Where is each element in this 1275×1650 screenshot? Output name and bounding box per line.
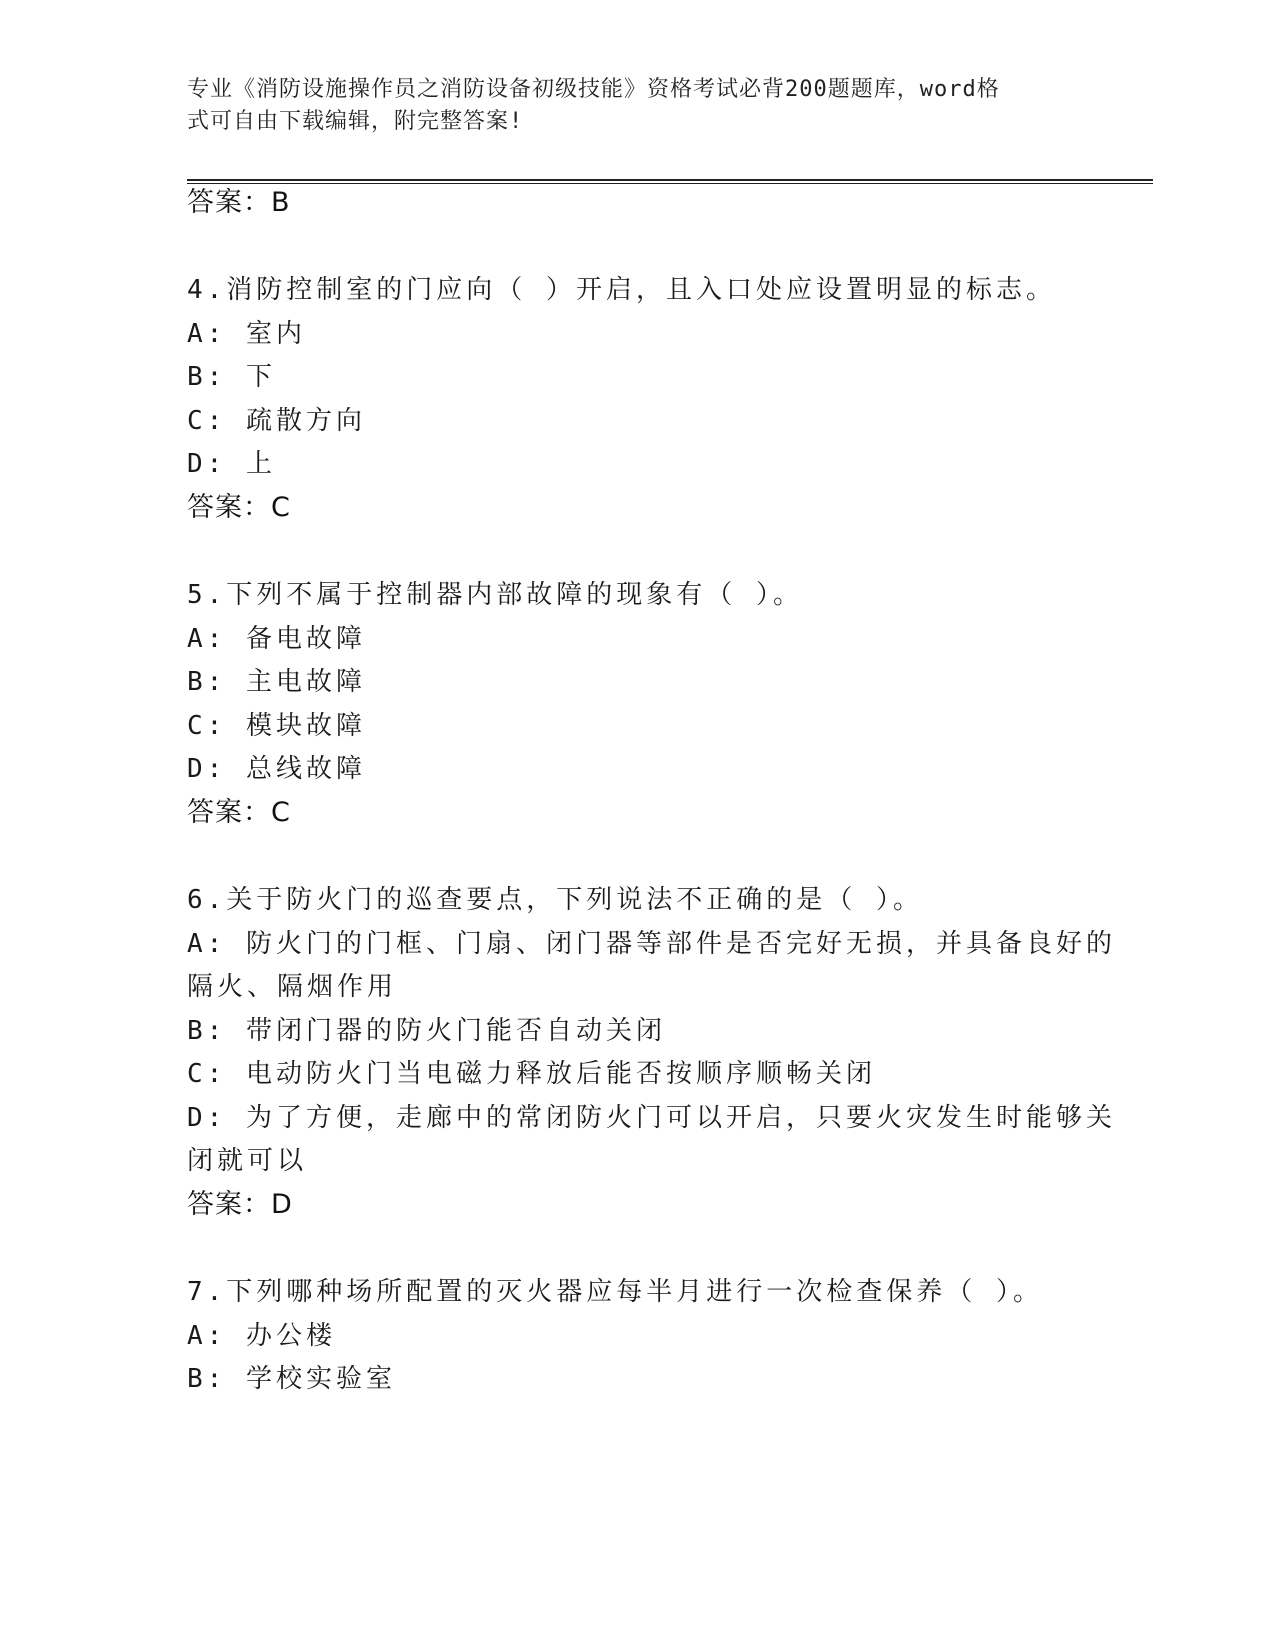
question-7-option-b: B: 学校实验室 bbox=[187, 1364, 396, 1394]
header-divider bbox=[187, 179, 1153, 184]
question-6-option-a-continued: 隔火、隔烟作用 bbox=[187, 972, 398, 1002]
question-4-stem: 4.消防控制室的门应向（ ）开启，且入口处应设置明显的标志。 bbox=[187, 275, 1056, 305]
header-line-1: 专业《消防设施操作员之消防设备初级技能》资格考试必背200题题库，word格 bbox=[187, 77, 1000, 102]
question-6-option-d: D: 为了方便，走廊中的常闭防火门可以开启，只要火灾发生时能够关 bbox=[187, 1103, 1116, 1133]
question-4-answer: 答案：C bbox=[187, 492, 291, 523]
document-header bbox=[187, 74, 1067, 138]
question-4-option-d: D: 上 bbox=[187, 449, 276, 479]
question-4-option-a: A: 室内 bbox=[187, 319, 306, 349]
question-5-option-b: B: 主电故障 bbox=[187, 667, 366, 697]
question-5-option-c: C: 模块故障 bbox=[187, 711, 366, 741]
question-5-option-d: D: 总线故障 bbox=[187, 754, 366, 784]
header-line-2: 式可自由下载编辑，附完整答案! bbox=[187, 109, 524, 134]
question-7-option-a: A: 办公楼 bbox=[187, 1321, 336, 1351]
question-5-answer: 答案：C bbox=[187, 797, 291, 828]
question-4-option-c: C: 疏散方向 bbox=[187, 406, 366, 436]
question-4-option-b: B: 下 bbox=[187, 362, 276, 392]
question-6-option-a: A: 防火门的门框、门扇、闭门器等部件是否完好无损，并具备良好的 bbox=[187, 929, 1116, 959]
question-6-answer: 答案：D bbox=[187, 1189, 293, 1220]
question-5-stem: 5.下列不属于控制器内部故障的现象有（ ）。 bbox=[187, 580, 803, 610]
question-6-option-c: C: 电动防火门当电磁力释放后能否按顺序顺畅关闭 bbox=[187, 1059, 876, 1089]
question-5-option-a: A: 备电故障 bbox=[187, 624, 366, 654]
question-7-stem: 7.下列哪种场所配置的灭火器应每半月进行一次检查保养（ ）。 bbox=[187, 1277, 1043, 1307]
question-6-option-b: B: 带闭门器的防火门能否自动关闭 bbox=[187, 1016, 666, 1046]
previous-answer: 答案：B bbox=[187, 187, 291, 218]
question-6-option-d-continued: 闭就可以 bbox=[187, 1146, 308, 1176]
question-6-stem: 6.关于防火门的巡查要点，下列说法不正确的是（ ）。 bbox=[187, 885, 923, 915]
